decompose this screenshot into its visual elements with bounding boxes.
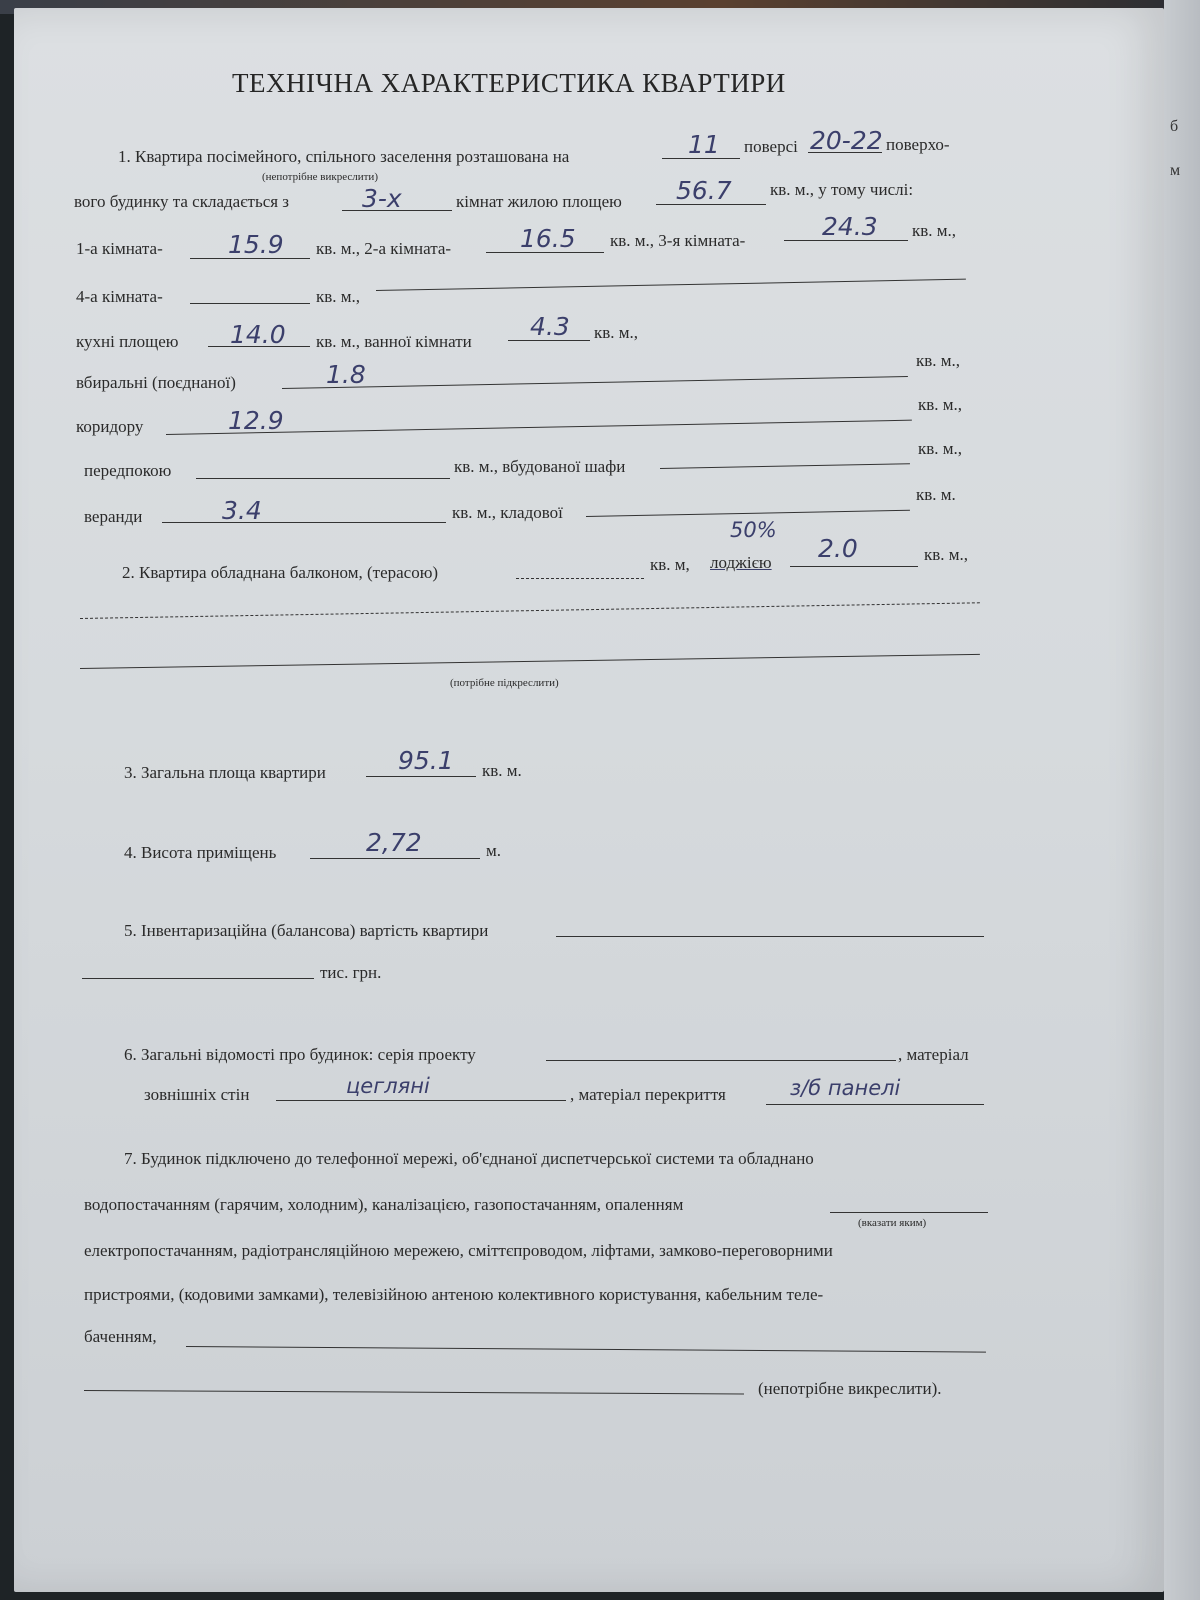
bathroom-unit: кв. м.,	[594, 323, 639, 342]
bathroom-value: 4.3	[530, 312, 570, 341]
balcony-unit: кв. м,	[650, 555, 690, 574]
document-title: ТЕХНІЧНА ХАРАКТЕРИСТИКА КВАРТИРИ	[232, 68, 786, 98]
adjacent-page-letter: м	[1170, 162, 1181, 179]
s1-line2-b: кімнат жилою площею	[456, 192, 622, 211]
s5-text: 5. Інвентаризаційна (балансова) вартість квартири	[124, 921, 489, 940]
storeys-suffix: поверхо-	[886, 135, 950, 154]
room1-label: 1-а кімната-	[76, 239, 163, 258]
loggia-field-line	[790, 566, 918, 567]
walls-value: цегляні	[346, 1074, 430, 1098]
height-value: 2,72	[366, 828, 422, 857]
total-area-unit: кв. м.	[482, 761, 522, 780]
form-sheet	[14, 8, 1164, 1592]
storeys-value: 20-22	[810, 126, 883, 155]
room4-unit: кв. м.,	[316, 287, 361, 306]
floor-value: 11	[688, 130, 720, 159]
s4-text: 4. Висота приміщень	[124, 843, 277, 862]
heating-field-line	[830, 1212, 988, 1213]
room3-unit: кв. м.,	[912, 221, 957, 240]
hall-field-line	[196, 478, 450, 479]
hall-label: передпокою	[84, 461, 172, 480]
value-unit: тис. грн.	[320, 963, 382, 982]
value-field-line-1	[556, 936, 984, 937]
floors-value: з/б панелі	[790, 1076, 901, 1100]
toilet-unit: кв. м.,	[916, 351, 961, 370]
room3-value: 24.3	[822, 212, 878, 241]
bathroom-label: кв. м., ванної кімнати	[316, 332, 472, 351]
room3-label: кв. м., 3-я кімната-	[610, 231, 746, 250]
veranda-value: 3.4	[222, 496, 262, 525]
storage-label: кв. м., кладової	[452, 503, 563, 522]
room2-label: кв. м., 2-а кімната-	[316, 239, 452, 258]
height-unit: м.	[486, 841, 502, 860]
walls-label: зовнішніх стін	[144, 1085, 250, 1104]
kitchen-value: 14.0	[230, 320, 286, 349]
room1-value: 15.9	[228, 230, 284, 259]
s1-hint: (непотрібне викреслити)	[262, 171, 378, 183]
total-area-value: 95.1	[398, 746, 454, 775]
veranda-field-line	[162, 522, 446, 523]
room4-label: 4-а кімната-	[76, 287, 163, 306]
toilet-label: вбиральні (поєднаної)	[76, 373, 236, 392]
corridor-label: коридору	[76, 417, 144, 436]
s3-text: 3. Загальна площа квартири	[124, 763, 326, 782]
s1-line1-text: 1. Квартира посімейного, спільного заселення розташована на	[118, 147, 570, 166]
storage-unit: кв. м.	[916, 485, 956, 504]
s1-line2-c: кв. м., у тому числі:	[770, 180, 914, 199]
s6-text: 6. Загальні відомості про будинок: серія проекту	[124, 1045, 476, 1064]
loggia-value: 2.0	[818, 534, 858, 563]
value-field-line-2	[82, 978, 314, 979]
wardrobe-unit: кв. м.,	[918, 439, 963, 458]
s2-text: 2. Квартира обладнана балконом, (терасою)	[122, 563, 439, 582]
height-field-line	[310, 858, 480, 859]
walls-field-line	[276, 1100, 566, 1101]
loggia-unit: кв. м.,	[924, 545, 969, 564]
adjacent-page-letter: б	[1170, 118, 1179, 135]
corridor-unit: кв. м.,	[918, 395, 963, 414]
floors-field-line	[766, 1104, 984, 1105]
total-area-field-line	[366, 776, 476, 777]
s7-hint: (вказати яким)	[858, 1217, 927, 1229]
room2-value: 16.5	[520, 224, 576, 253]
loggia-label: лоджією	[710, 553, 772, 572]
s7-line1: 7. Будинок підключено до телефонної мережі, об'єднаної диспетчерської системи та обладнано	[124, 1149, 814, 1168]
rooms-value: 3-х	[362, 184, 402, 213]
balcony-field-line	[516, 578, 644, 579]
s6-material-label: , матеріал	[898, 1045, 969, 1064]
adjacent-page-edge	[1164, 0, 1200, 1600]
kitchen-label: кухні площею	[76, 332, 179, 351]
floor-label: поверсі	[744, 137, 798, 156]
corridor-value: 12.9	[228, 406, 284, 435]
s7-line4: пристроями, (кодовими замками), телевізійною антеною колективного користування, кабельним теле-	[84, 1285, 824, 1304]
s1-line2-a: вого будинку та складається з	[74, 192, 290, 211]
project-series-field-line	[546, 1060, 896, 1061]
floors-label: , матеріал перекриття	[570, 1085, 726, 1104]
s7-line5: баченням,	[84, 1327, 157, 1346]
s7-line2: водопостачанням (гарячим, холодним), каналізацією, газопостачанням, опаленням	[84, 1195, 684, 1214]
s7-line3: електропостачанням, радіотрансляційною мережею, сміттєпроводом, ліфтами, замково-переговорними	[84, 1241, 833, 1260]
s7-line6: (непотрібне викреслити).	[758, 1379, 942, 1398]
loggia-percent-value: 50%	[730, 518, 777, 542]
wardrobe-label: кв. м., вбудованої шафи	[454, 457, 626, 476]
veranda-label: веранди	[84, 507, 143, 526]
toilet-value: 1.8	[326, 360, 366, 389]
living-area-value: 56.7	[676, 176, 732, 205]
room4-field-line	[190, 303, 310, 304]
s2-hint: (потрібне підкреслити)	[450, 677, 559, 689]
